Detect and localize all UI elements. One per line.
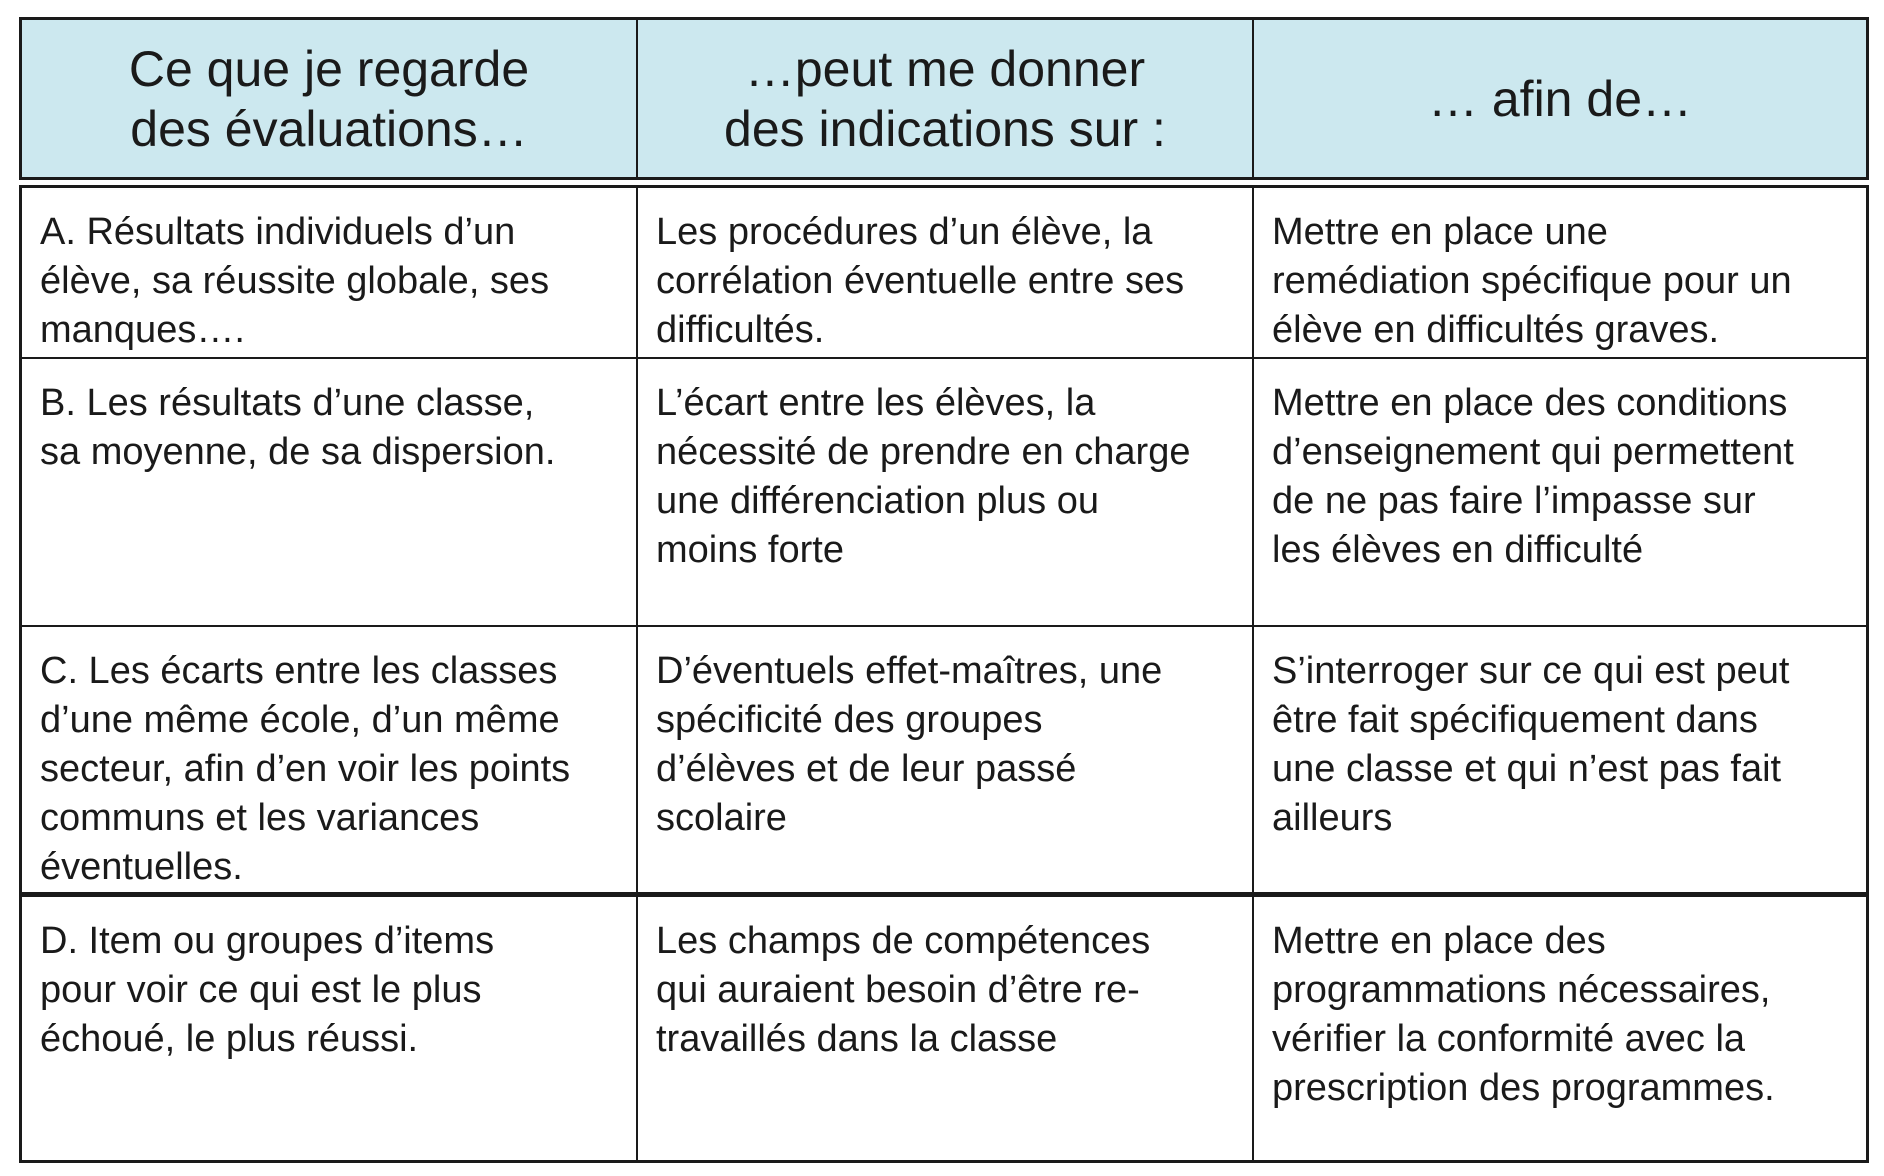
table-cell-d-indications: Les champs de compétences qui auraient besoin d’être re- travaillés dans la classe	[638, 897, 1254, 1160]
table-header	[19, 17, 1869, 180]
header-cell-indications: …peut me donner des indications sur :	[638, 20, 1254, 177]
header-cell-what-i-look-at: Ce que je regarde des évaluations…	[22, 20, 638, 177]
table-cell-c-what: C. Les écarts entre les classes d’une même école, d’un même secteur, afin d’en voir les points communs et les variances éventuelles.	[22, 627, 638, 897]
table-cell-d-purpose: Mettre en place des programmations nécessaires, vérifier la conformité avec la prescription des programmes.	[1272, 920, 1775, 1109]
table-cell-a-what: A. Résultats individuels d’un élève, sa réussite globale, ses manques….	[22, 188, 638, 359]
table-cell-a-purpose: Mettre en place une remédiation spécifique pour un élève en difficultés graves.	[1254, 188, 1866, 359]
header-cell-in-order-to: … afin de…	[1427, 70, 1692, 127]
table-cell-c-indications: D’éventuels effet-maîtres, une spécificité des groupes d’élèves et de leur passé scolaire	[638, 627, 1254, 897]
table-body	[19, 185, 1869, 1163]
table-cell-b-what: B. Les résultats d’une classe, sa moyenne, de sa dispersion.	[22, 359, 638, 627]
table-cell-b-purpose: Mettre en place des conditions d’enseignement qui permettent de ne pas faire l’impasse sur les élèves en difficulté	[1254, 359, 1866, 627]
table-cell-c-purpose: S’interroger sur ce qui est peut être fait spécifiquement dans une classe et qui n’est pas fait ailleurs	[1254, 627, 1866, 897]
table-cell-a-indications: Les procédures d’un élève, la corrélation éventuelle entre ses difficultés.	[638, 188, 1254, 359]
table-cell-b-indications: L’écart entre les élèves, la nécessité de prendre en charge une différenciation plus ou moins forte	[638, 359, 1254, 627]
table-cell-d-what: D. Item ou groupes d’items pour voir ce qui est le plus échoué, le plus réussi.	[22, 897, 638, 1160]
